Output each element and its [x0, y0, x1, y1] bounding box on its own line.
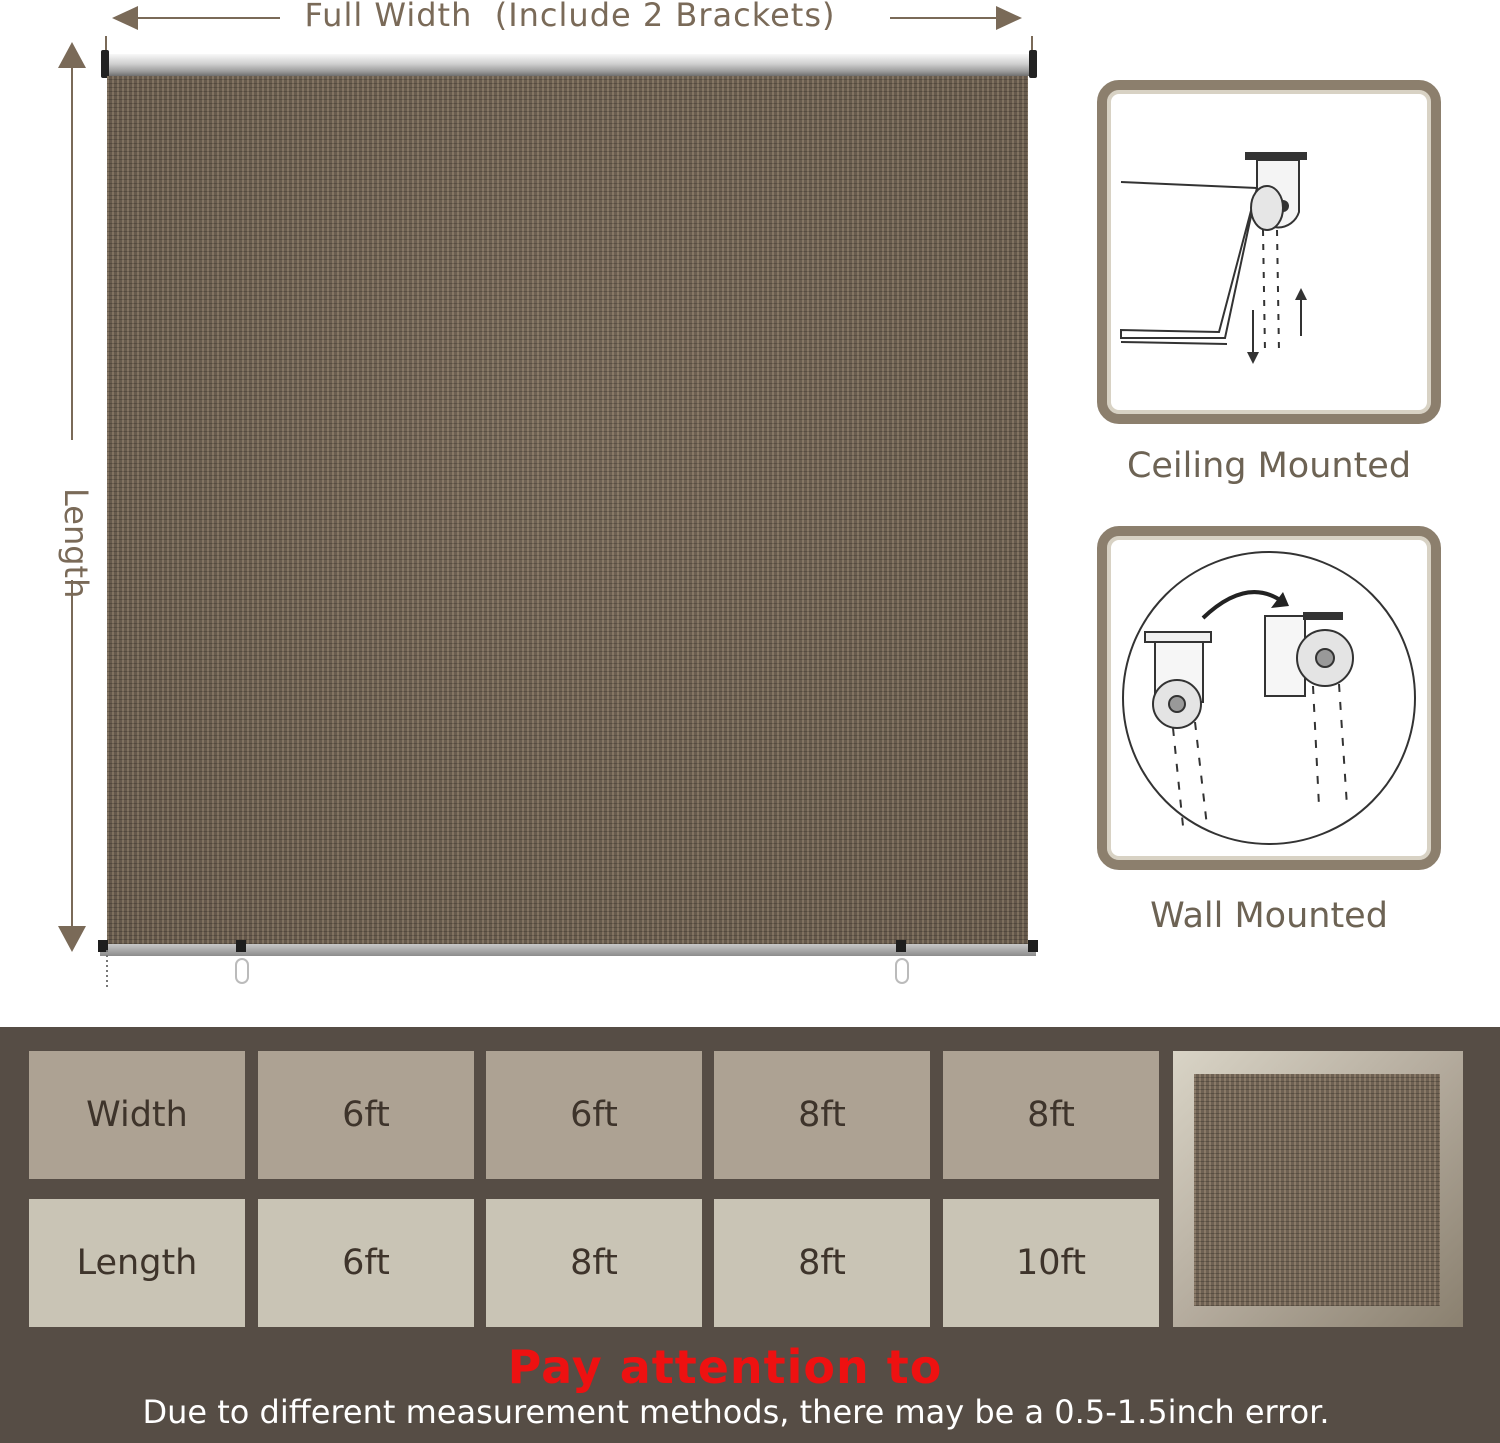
width-cell: 6ft — [486, 1051, 702, 1179]
length-row-header: Length — [29, 1199, 245, 1327]
ceiling-bracket-icon — [1107, 90, 1431, 414]
attention-heading: Pay attention to — [507, 1340, 943, 1394]
length-cell: 8ft — [486, 1199, 702, 1327]
ceiling-mount-card — [1097, 80, 1441, 424]
ceiling-mount-label: Ceiling Mounted — [1126, 446, 1412, 486]
length-cell: 8ft — [714, 1199, 930, 1327]
rail-end-cap — [1028, 940, 1038, 952]
width-cell: 6ft — [258, 1051, 474, 1179]
measurement-note: Due to different measurement methods, there may be a 0.5-1.5inch error. — [142, 1393, 1330, 1431]
length-label: Length — [57, 488, 95, 599]
wall-mount-label: Wall Mounted — [1150, 896, 1388, 936]
shade-fabric — [107, 76, 1028, 944]
roller-tube — [103, 54, 1035, 76]
full-width-label: Full Width (Include 2 Brackets) — [304, 0, 836, 34]
fabric-swatch — [1194, 1074, 1440, 1306]
hook-icon — [235, 958, 249, 984]
right-bracket — [1029, 50, 1037, 78]
rail-clip — [236, 940, 246, 952]
wall-mount-card — [1097, 526, 1441, 870]
left-bracket — [101, 50, 109, 78]
width-cell: 8ft — [714, 1051, 930, 1179]
hook-icon — [895, 958, 909, 984]
width-cell: 8ft — [943, 1051, 1159, 1179]
wall-bracket-icon — [1107, 536, 1431, 860]
length-cell: 6ft — [258, 1199, 474, 1327]
length-cell: 10ft — [943, 1199, 1159, 1327]
bead-chain-icon — [103, 950, 111, 990]
width-row-header: Width — [29, 1051, 245, 1179]
rail-clip — [896, 940, 906, 952]
